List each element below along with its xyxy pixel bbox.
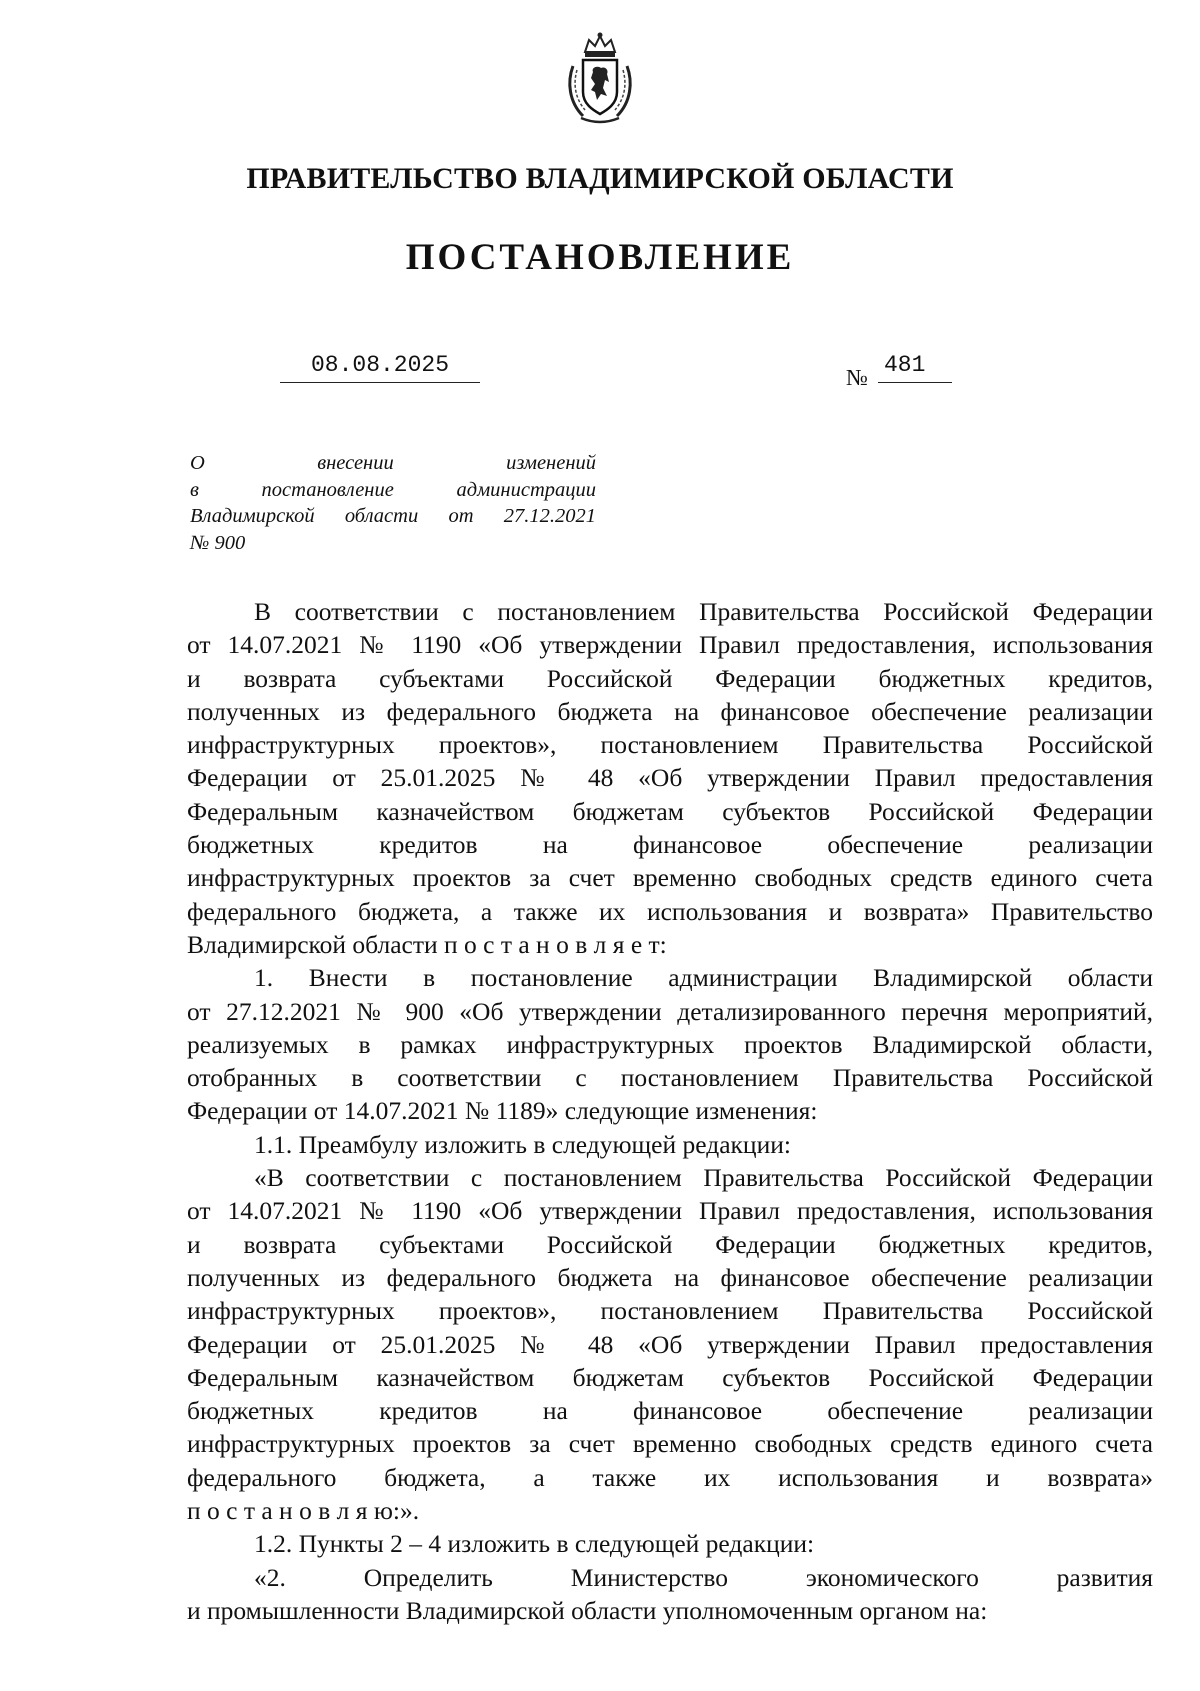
subject-line: О внесении изменений bbox=[190, 452, 596, 474]
body-line: Федерации от 14.07.2021 № 1189» следующие изменения: bbox=[187, 1096, 818, 1126]
document-date: 08.08.2025 bbox=[280, 352, 480, 383]
body-line: Федеральным казначейством бюджетам субъектов Российской Федерации bbox=[187, 796, 1153, 826]
document-number: 481 bbox=[878, 352, 952, 383]
body-line: инфраструктурных проектов», постановлением Правительства Российской bbox=[187, 730, 1153, 760]
document-subject bbox=[190, 450, 596, 556]
body-line: п о с т а н о в л я ю:». bbox=[187, 1496, 420, 1526]
body-line: 1.2. Пункты 2 – 4 изложить в следующей редакции: bbox=[254, 1529, 815, 1559]
body-line: бюджетных кредитов на финансовое обеспечение реализации bbox=[187, 1396, 1153, 1426]
document-body bbox=[187, 595, 1153, 1627]
body-line: бюджетных кредитов на финансовое обеспечение реализации bbox=[187, 830, 1153, 860]
body-line: 1. Внести в постановление администрации Владимирской области bbox=[254, 963, 1153, 993]
body-line: от 27.12.2021 № 900 «Об утверждении детализированного перечня мероприятий, bbox=[187, 996, 1153, 1026]
subject-line: в постановление администрации bbox=[190, 478, 596, 501]
body-line: отобранных в соответствии с постановлением Правительства Российской bbox=[187, 1063, 1153, 1093]
body-line: В соответствии с постановлением Правительства Российской Федерации bbox=[254, 597, 1153, 626]
subject-line: № 900 bbox=[190, 531, 246, 554]
body-line: 1.1. Преамбулу изложить в следующей редакции: bbox=[254, 1129, 791, 1159]
coat-of-arms-icon bbox=[563, 30, 637, 126]
body-line: «В соответствии с постановлением Правительства Российской Федерации bbox=[254, 1163, 1153, 1193]
number-label: № bbox=[846, 365, 868, 390]
body-line: и возврата субъектами Российской Федерации бюджетных кредитов, bbox=[187, 663, 1153, 693]
body-line: инфраструктурных проектов», постановлением Правительства Российской bbox=[187, 1296, 1153, 1326]
body-line: и промышленности Владимирской области уполномоченным органом на: bbox=[187, 1595, 988, 1625]
coat-of-arms-emblem bbox=[563, 30, 637, 126]
body-line: Владимирской области п о с т а н о в л я е т: bbox=[187, 929, 667, 959]
body-line: инфраструктурных проектов за счет временно свободных средств единого счета bbox=[187, 1429, 1153, 1459]
body-line: Федерации от 25.01.2025 № 48 «Об утверждении Правил предоставления bbox=[187, 1329, 1153, 1359]
body-line: и возврата субъектами Российской Федерации бюджетных кредитов, bbox=[187, 1229, 1153, 1259]
subject-line: Владимирской области от 27.12.2021 bbox=[190, 505, 596, 527]
body-line: полученных из федерального бюджета на финансовое обеспечение реализации bbox=[187, 696, 1153, 726]
body-line: Федерации от 25.01.2025 № 48 «Об утверждении Правил предоставления bbox=[187, 763, 1153, 793]
body-line: от 14.07.2021 № 1190 «Об утверждении Правил предоставления, использования bbox=[187, 1196, 1153, 1226]
body-line: инфраструктурных проектов за счет временно свободных средств единого счета bbox=[187, 863, 1153, 893]
body-line: федерального бюджета, а также их использования и возврата» bbox=[187, 1462, 1153, 1492]
organization-name: ПРАВИТЕЛЬСТВО ВЛАДИМИРСКОЙ ОБЛАСТИ bbox=[246, 162, 954, 195]
body-line: федерального бюджета, а также их использования и возврата» Правительство bbox=[187, 896, 1153, 926]
body-line: от 14.07.2021 № 1190 «Об утверждении Правил предоставления, использования bbox=[187, 630, 1153, 660]
body-line: «2. Определить Министерство экономического развития bbox=[254, 1562, 1153, 1592]
document-type-title: ПОСТАНОВЛЕНИЕ bbox=[405, 237, 795, 278]
body-line: реализуемых в рамках инфраструктурных проектов Владимирской области, bbox=[187, 1029, 1153, 1059]
body-line: полученных из федерального бюджета на финансовое обеспечение реализации bbox=[187, 1262, 1153, 1292]
body-line: Федеральным казначейством бюджетам субъектов Российской Федерации bbox=[187, 1362, 1153, 1392]
